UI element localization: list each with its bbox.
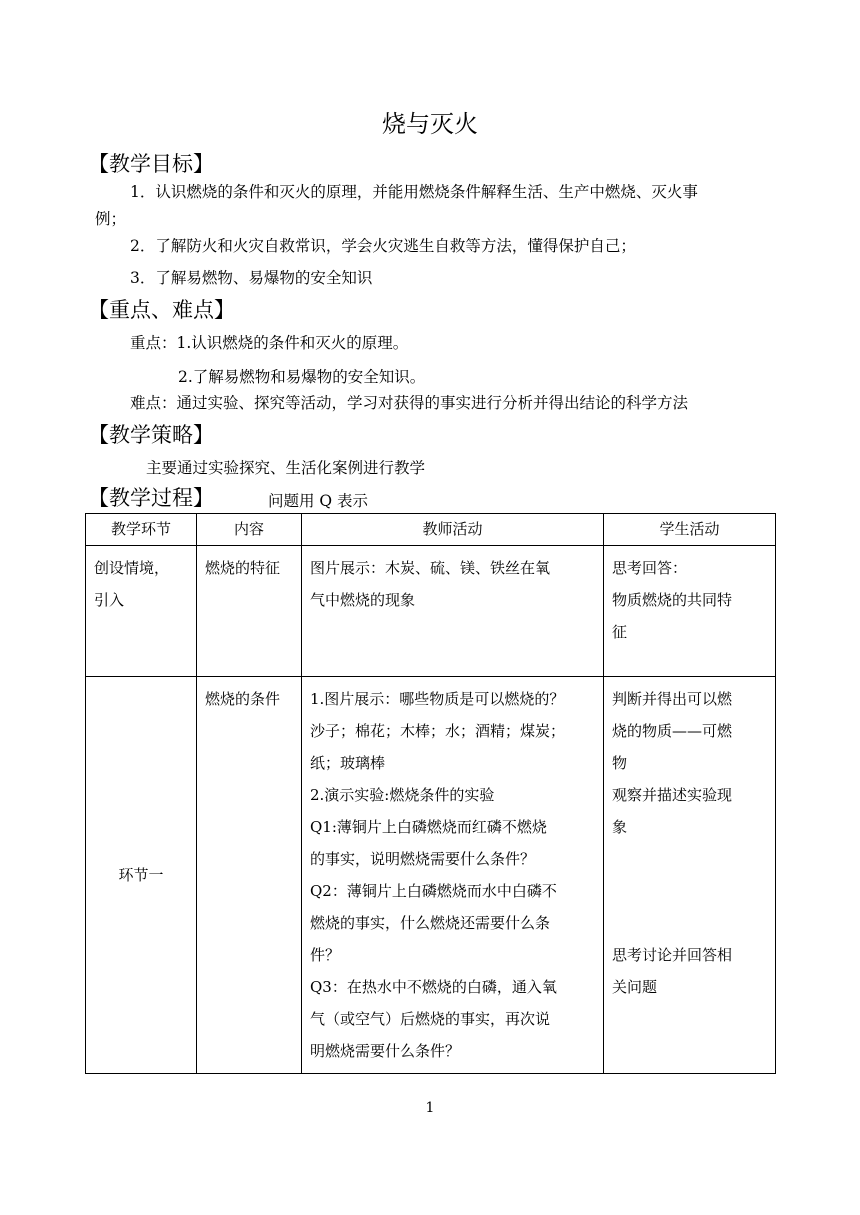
stage-text: 引入 xyxy=(94,591,125,609)
header-student: 学生活动 xyxy=(604,514,776,546)
table-row xyxy=(86,546,776,677)
page-number: 1 xyxy=(425,1100,435,1116)
header-stage: 教学环节 xyxy=(86,514,197,546)
student-text: 观察并描述实验现 xyxy=(612,786,733,804)
objective-line-1: 1．认识燃烧的条件和灭火的原理，并能用燃烧条件解释生活、生产中燃烧、灭火事 xyxy=(130,183,698,201)
strategy-text: 主要通过实验探究、生活化案例进行教学 xyxy=(146,459,426,477)
student-text: 物质燃烧的共同特 xyxy=(612,591,733,609)
student-text: 物 xyxy=(612,754,628,772)
teacher-text: 明燃烧需要什么条件？ xyxy=(310,1042,461,1060)
student-text: 征 xyxy=(612,623,628,641)
process-note: 问题用 Q 表示 xyxy=(268,492,369,510)
table-row xyxy=(86,677,776,1074)
teacher-text: 件？ xyxy=(310,946,341,964)
teacher-text: 的事实，说明燃烧需要什么条件？ xyxy=(310,850,536,868)
student-spacer xyxy=(612,907,767,939)
teacher-text: 燃烧的事实，什么燃烧还需要什么条 xyxy=(310,914,551,932)
teacher-text: 纸；玻璃棒 xyxy=(310,754,386,772)
table-header-row xyxy=(86,514,776,546)
stage-cell xyxy=(86,546,197,677)
lesson-process-table xyxy=(85,513,776,1074)
student-spacer xyxy=(612,843,767,875)
header-content: 内容 xyxy=(197,514,302,546)
content-cell xyxy=(197,546,302,677)
teacher-text: 气中燃烧的现象 xyxy=(310,591,416,609)
teacher-text: Q3：在热水中不燃烧的白磷，通入氧 xyxy=(310,978,557,996)
strategy-heading: 【教学策略】 xyxy=(88,423,214,447)
content-text: 燃烧的条件 xyxy=(205,690,281,708)
key-point-line-1: 重点：1.认识燃烧的条件和灭火的原理。 xyxy=(130,334,409,352)
student-text: 烧的物质——可燃 xyxy=(612,722,733,740)
student-text: 关问题 xyxy=(612,978,658,996)
process-heading: 【教学过程】 xyxy=(88,486,214,510)
content-text: 燃烧的特征 xyxy=(205,559,281,577)
header-teacher: 教师活动 xyxy=(302,514,604,546)
teacher-text: Q1:薄铜片上白磷燃烧而红磷不燃烧 xyxy=(310,818,547,836)
student-text: 判断并得出可以燃 xyxy=(612,690,733,708)
content-cell xyxy=(197,677,302,1074)
difficulty-line: 难点：通过实验、探究等活动，学习对获得的事实进行分析并得出结论的科学方法 xyxy=(130,394,689,412)
teacher-text: 图片展示：木炭、硫、镁、铁丝在氧 xyxy=(310,559,551,577)
student-text: 思考回答： xyxy=(612,559,688,577)
page-title: 烧与灭火 xyxy=(382,110,478,138)
stage-text: 环节一 xyxy=(118,866,164,884)
objective-line-3: 3．了解易燃物、易爆物的安全知识 xyxy=(130,269,373,287)
student-cell xyxy=(604,546,776,677)
key-point-line-2: 2.了解易燃物和易爆物的安全知识。 xyxy=(178,368,426,386)
teacher-text: 气（或空气）后燃烧的事实，再次说 xyxy=(310,1010,551,1028)
student-spacer xyxy=(612,875,767,907)
teacher-text: 沙子；棉花；木棒；水；酒精；煤炭； xyxy=(310,722,566,740)
teacher-cell xyxy=(302,677,604,1074)
stage-cell xyxy=(86,677,197,1074)
objectives-heading: 【教学目标】 xyxy=(88,152,214,176)
teacher-text: 1.图片展示：哪些物质是可以燃烧的？ xyxy=(310,690,565,708)
objective-line-2: 2．了解防火和火灾自救常识，学会火灾逃生自救等方法，懂得保护自己； xyxy=(130,237,636,255)
key-points-heading: 【重点、难点】 xyxy=(88,298,235,322)
objective-line-1-cont: 例； xyxy=(95,210,127,228)
student-text: 思考讨论并回答相 xyxy=(612,946,733,964)
teacher-text: Q2：薄铜片上白磷燃烧而水中白磷不 xyxy=(310,882,557,900)
student-text: 象 xyxy=(612,818,628,836)
stage-text: 创设情境， xyxy=(94,559,170,577)
teacher-cell xyxy=(302,546,604,677)
student-cell xyxy=(604,677,776,1074)
teacher-text: 2.演示实验:燃烧条件的实验 xyxy=(310,786,495,804)
